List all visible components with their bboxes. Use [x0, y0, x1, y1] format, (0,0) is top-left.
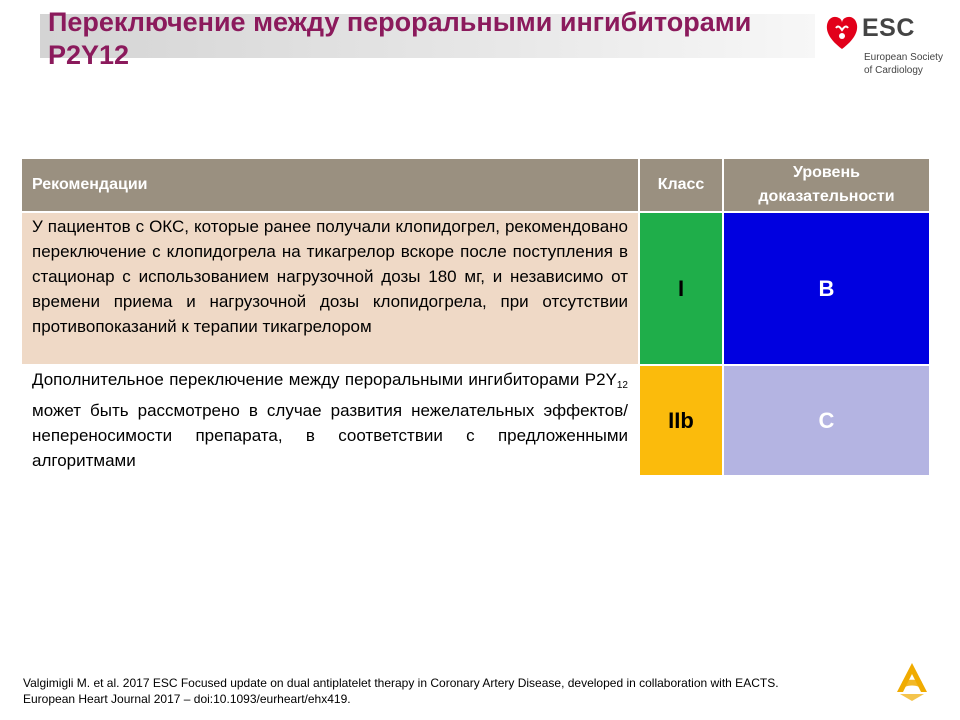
heart-logo-icon — [824, 12, 860, 52]
level-badge: C — [723, 365, 930, 476]
recommendation-text-part1: Дополнительное переключение между пероральными ингибиторами P2Y — [32, 370, 617, 389]
citation-footer — [23, 675, 893, 707]
citation-line1: Valgimigli M. et al. 2017 ESC Focused update on dual antiplatelet therapy in Coronary Artery Disease, developed in collaboration with EACTS. — [23, 676, 779, 690]
astrazeneca-logo-icon — [892, 660, 932, 704]
header-level-line1: Уровень — [793, 164, 860, 181]
logo-subtitle — [864, 51, 960, 77]
recommendation-text: У пациентов с ОКС, которые ранее получали клопидогрел, рекомендовано переключение с клопидогрела на тикагрелор вскоре после поступления в стационар с использованием нагрузочной дозы 180 мг, и независимо от времени приема и нагрузочной дозы клопидогрела, при отсутствии противопоказаний к терапии тикагрелором — [21, 212, 639, 365]
table-row — [21, 212, 930, 365]
logo-subtitle-line2: of Cardiology — [864, 65, 923, 76]
header-class: Класс — [639, 158, 723, 212]
citation-line2: European Heart Journal 2017 – doi:10.1093/eurheart/ehx419. — [23, 692, 351, 706]
logo-subtitle-line1: European Society — [864, 52, 943, 63]
recommendation-text-part2: может быть рассмотрено в случае развития нежелательных эффектов/непереносимости препарата, в соответствии с предложенными алгоритмами — [32, 401, 628, 470]
recommendation-text-subscript: 12 — [616, 380, 628, 391]
recommendations-table — [20, 157, 931, 477]
level-badge: B — [723, 212, 930, 365]
header-level-line2: доказательности — [758, 188, 895, 205]
class-badge: IIb — [639, 365, 723, 476]
logo-wordmark: ESC — [862, 14, 915, 42]
esc-logo — [818, 4, 960, 92]
table-row — [21, 365, 930, 476]
recommendation-text — [21, 365, 639, 476]
class-badge: I — [639, 212, 723, 365]
slide-title: Переключение между пероральными ингибиторами P2Y12 — [48, 7, 752, 70]
header-recommendations: Рекомендации — [21, 158, 639, 212]
header-level — [723, 158, 930, 212]
table-header-row — [21, 158, 930, 212]
